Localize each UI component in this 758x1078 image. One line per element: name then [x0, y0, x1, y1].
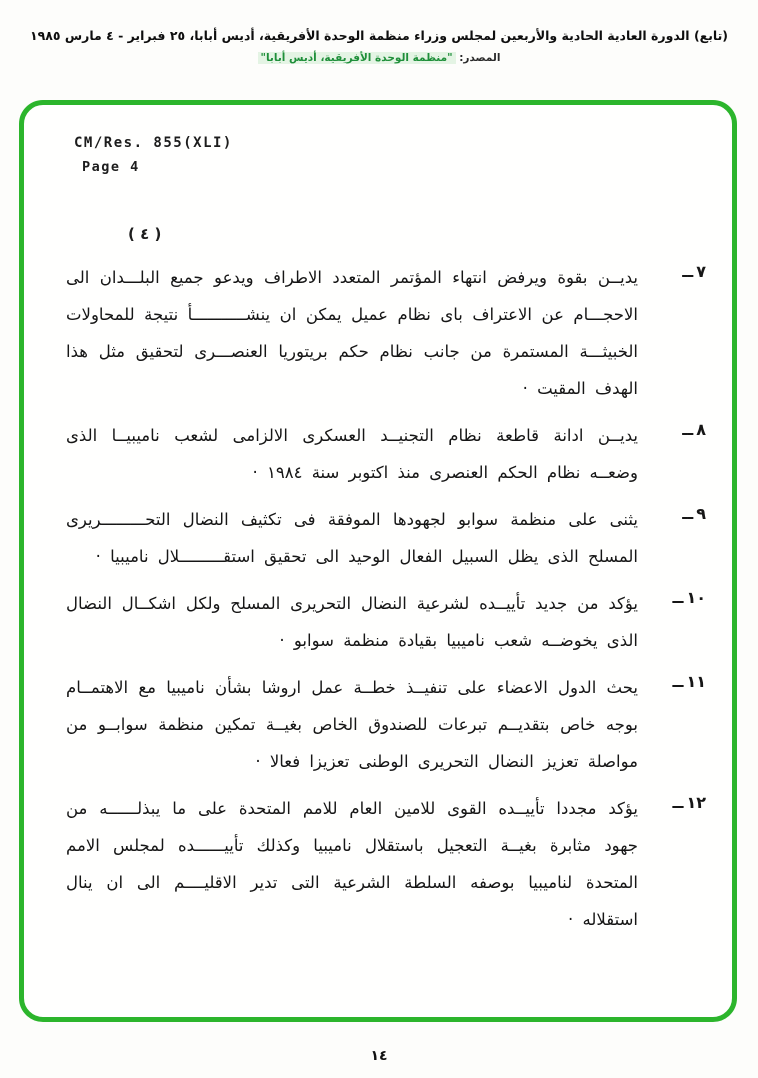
paragraph-number-dash: ــ: [672, 588, 684, 607]
paragraph-text: يؤكد من جديد تأييــده لشرعية النضال التحريرى المسلح ولكل اشكــال النضال الذى يخوضــه شعب ناميبيا بقيادة منظمة سوابو ·: [66, 594, 638, 650]
resolution-paragraph-10: [66, 585, 706, 659]
paragraph-number: [648, 585, 706, 659]
paragraph-number: [648, 259, 706, 407]
paragraph-number-value: ١١: [686, 672, 706, 691]
paragraph-text: يديــن بقوة ويرفض انتهاء المؤتمر المتعدد الاطراف ويدعو جميع البلـــدان الى الاحجـــام عن الاعتراف باى نظام عميل يمكن ان ينشـــــــــــأ نتيجة للمحاولات الخبيثـــة المستمرة من جانب نظام حكم بريتوريا العنصـــرى لتحقيق مثل هذا الهدف المقيت ·: [66, 268, 638, 398]
paragraph-number-value: ١٠: [686, 588, 706, 607]
paragraph-number-dash: ــ: [682, 420, 694, 439]
paragraph-number-value: ٧: [696, 262, 706, 281]
scanned-document-frame: [19, 100, 737, 1022]
resolution-paragraph-8: [66, 417, 706, 491]
paragraph-number: [648, 669, 706, 780]
source-value: "منظمة الوحدة الأفريقية، أديس أبابا": [258, 52, 456, 64]
paragraph-number-value: ٨: [696, 420, 706, 439]
paragraph-text: يثنى على منظمة سوابو لجهودها الموفقة فى تكثيف النضال التحـــــــــريرى المسلح الذى يظل السبيل الفعال الوحيد الى تحقيق استقـــــــــلال ناميبيا ·: [66, 510, 638, 566]
paragraph-text: يديــن ادانة قاطعة نظام التجنيــد العسكرى الالزامى لشعب ناميبيــا الذى وضعــه نظام الحكم العنصرى منذ اكتوبر سنة ١٩٨٤ ·: [66, 426, 638, 482]
resolution-paragraph-12: [66, 790, 706, 938]
resolution-paragraph-11: [66, 669, 706, 780]
paragraph-number-value: ٩: [696, 504, 706, 523]
paragraph-text: يحث الدول الاعضاء على تنفيــذ خطــة عمل اروشا بشأن ناميبيا مع الاهتمــام بوجه خاص بتقديــم تبرعات للصندوق الخاص بغيــة تمكين منظمة سوابــو من مواصلة تعزيز النضال التحريرى الوطنى تعزيزا فعالا ·: [66, 678, 638, 771]
document-header: [0, 0, 758, 64]
resolution-paragraph-7: [66, 259, 706, 407]
resolution-reference: CM/Res. 855(XLI): [74, 135, 233, 151]
source-line: [0, 52, 758, 64]
paragraph-number: [648, 501, 706, 575]
paragraph-number-dash: ــ: [682, 262, 694, 281]
session-title: (تابع) الدورة العادية الحادية والأربعين لمجلس وزراء منظمة الوحدة الأفريقية، أديس أبابا، ٢٥ فبراير - ٤ مارس ١٩٨٥: [30, 28, 728, 43]
source-label: المصدر:: [459, 52, 501, 64]
resolution-paragraph-9: [66, 501, 706, 575]
paragraph-number: [648, 417, 706, 491]
paragraph-text: يؤكد مجددا تأييــده القوى للامين العام للامم المتحدة على ما يبذلــــــه من جهود مثابرة بغيــة التعجيل باستقلال ناميبيا وكذلك تأييــــــده لمجلس الامم المتحدة لناميبيا بوصفه السلطة الشرعية التى تدير الاقليــــم الى ان ينال استقلاله ·: [66, 799, 638, 929]
paragraph-number-dash: ــ: [682, 504, 694, 523]
section-number: ( ٤ ): [128, 225, 162, 243]
paragraph-number-dash: ــ: [672, 672, 684, 691]
paragraph-number-value: ١٢: [686, 793, 706, 812]
page-label: Page 4: [82, 159, 140, 175]
paragraph-list: [24, 259, 732, 938]
paragraph-number-dash: ــ: [672, 793, 684, 812]
paragraph-number: [648, 790, 706, 938]
footer-page-number: ١٤: [370, 1048, 388, 1064]
